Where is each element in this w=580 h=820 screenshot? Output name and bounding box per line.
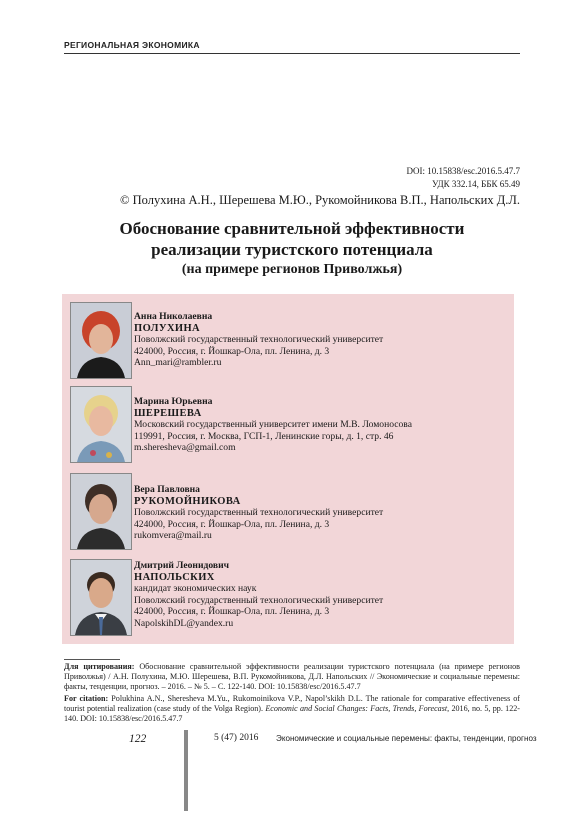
author-email: m.sheresheva@gmail.com <box>134 442 236 454</box>
article-title-line-2: реализации туристского потенциала <box>151 240 433 259</box>
footnote-rule <box>64 659 120 660</box>
citation-ru-label: Для цитирования: <box>64 662 135 671</box>
author-surname: ПОЛУХИНА <box>134 322 201 334</box>
author-info <box>134 311 383 369</box>
citation-ru <box>64 662 520 692</box>
copyright-line: © Полухина А.Н., Шерешева М.Ю., Рукомойникова В.П., Напольских Д.Л. <box>120 193 520 207</box>
author-surname: РУКОМОЙНИКОВА <box>134 495 241 507</box>
citation-en-label: For citation: <box>64 694 109 703</box>
author-address: 424000, Россия, г. Йошкар-Ола, пл. Ленина, д. 3 <box>134 345 330 357</box>
author-given-name: Дмитрий Леонидович <box>134 560 230 571</box>
section-header: РЕГИОНАЛЬНАЯ ЭКОНОМИКА <box>64 40 200 50</box>
author-address: 424000, Россия, г. Йошкар-Ола, пл. Ленина, д. 3 <box>134 606 330 618</box>
author-affiliation: Московский государственный университет имени М.В. Ломоносова <box>134 419 412 431</box>
article-title-line-1: Обоснование сравнительной эффективности <box>119 219 465 238</box>
author-surname: НАПОЛЬСКИХ <box>134 571 215 583</box>
author-given-name: Анна Николаевна <box>134 311 213 322</box>
author-photo <box>70 473 132 550</box>
author-given-name: Марина Юрьевна <box>134 396 213 407</box>
page-number: 122 <box>129 733 147 745</box>
author-degree: кандидат экономических наук <box>134 583 257 595</box>
author-address: 119991, Россия, г. Москва, ГСП-1, Ленинские горы, д. 1, стр. 46 <box>134 430 394 442</box>
author-info <box>134 560 383 630</box>
citation-en-journal: Economic and Social Changes: Facts, Trends, Forecast <box>265 704 448 714</box>
author-email: rukomvera@mail.ru <box>134 530 212 542</box>
author-email: NapolskihDL@yandex.ru <box>134 617 234 629</box>
author-email: Ann_mari@rambler.ru <box>134 357 222 369</box>
author-photo <box>70 386 132 463</box>
author-affiliation: Поволжский государственный технологический университет <box>134 334 384 346</box>
author-surname: ШЕРЕШЕВА <box>134 407 202 419</box>
udk-code: УДК 332.14, ББК 65.49 <box>432 179 520 189</box>
author-photo <box>70 559 132 636</box>
header-rule <box>64 53 520 54</box>
journal-name: Экономические и социальные перемены: факты, тенденции, прогноз <box>276 734 537 743</box>
citation-en-tail: , 2016, no. 5, pp. 122-140. DOI: 10.15838/esc/2016.5.47.7 <box>64 704 520 724</box>
article-subtitle: (на примере регионов Приволжья) <box>181 262 403 277</box>
citation-en <box>64 694 520 724</box>
author-given-name: Вера Павловна <box>134 484 200 495</box>
author-photo <box>70 302 132 379</box>
author-affiliation: Поволжский государственный технологический университет <box>134 594 384 606</box>
author-info <box>134 484 383 542</box>
issue-number: 5 (47) 2016 <box>214 733 259 743</box>
authors-panel <box>62 294 514 644</box>
citation-en-text: Polukhina A.N., Sheresheva M.Yu., Rukomoinikova V.P., Napol’skikh D.L. The rationale for comparative effectiveness of tourist potential realization (case study of the Volga Region). <box>64 694 520 714</box>
footer-divider <box>184 730 188 811</box>
author-address: 424000, Россия, г. Йошкар-Ола, пл. Ленина, д. 3 <box>134 518 330 530</box>
author-info <box>134 396 412 454</box>
doi: DOI: 10.15838/esc.2016.5.47.7 <box>406 166 520 176</box>
citation-ru-text: Обоснование сравнительной эффективности реализации туристского потенциала (на примере регионов Приволжья) / А.Н. Полухина, М.Ю. Шерешева, В.П. Рукомойникова, Д.Л. Напольских // Экономические и социальные перемены: факты, тенденции, прогноз. – 2016. – № 5. – С. 122-140. DOI: 10.15838/esc/2016.5.47.7 <box>64 662 520 692</box>
author-affiliation: Поволжский государственный технологический университет <box>134 507 384 519</box>
